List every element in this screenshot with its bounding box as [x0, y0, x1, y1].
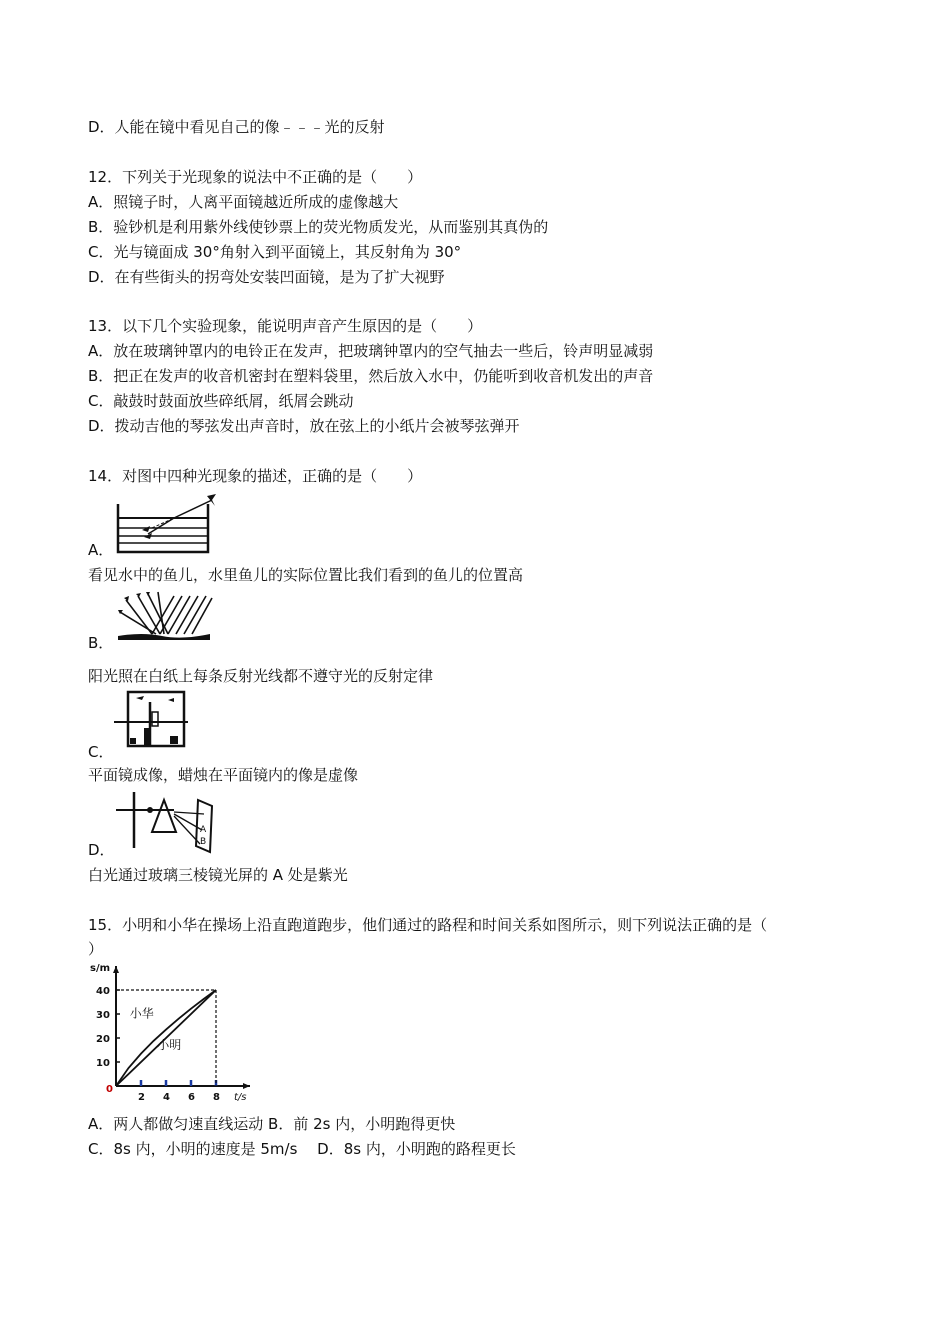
q13-stem: 13．以下几个实验现象，能说明声音产生原因的是（ ） [88, 317, 483, 335]
chart-x-axis-arrow [243, 1083, 250, 1089]
chart-y-tick-label: 20 [96, 1034, 110, 1045]
chart-x-tick-label: 4 [163, 1092, 170, 1103]
chart-y-axis-label: s/m [90, 963, 111, 974]
q14-figure-a-fish-in-water [112, 490, 222, 556]
q14-option-c-text: 平面镜成像，蜡烛在平面镜内的像是虚像 [88, 766, 359, 784]
q12-option-a: A．照镜子时，人离平面镜越近所成的虚像越大 [88, 193, 399, 211]
q14-option-d-text: 白光通过玻璃三棱镜光屏的 A 处是紫光 [88, 866, 348, 884]
q14-figure-c-plane-mirror [112, 688, 190, 754]
q13-option-b: B．把正在发声的收音机密封在塑料袋里，然后放入水中，仍能听到收音机发出的声音 [88, 367, 654, 385]
chart-y-tick-label: 10 [96, 1058, 110, 1069]
chart-series-label-2: 小明 [157, 1037, 182, 1052]
chart-x-tick-label: 2 [138, 1092, 145, 1103]
q11-option-d: D．人能在镜中看见自己的像﹣﹣﹣光的反射 [88, 118, 385, 136]
q12-option-b: B．验钞机是利用紫外线使钞票上的荧光物质发光，从而鉴别其真伪的 [88, 218, 549, 236]
q15-stem-line1: 15．小明和小华在操场上沿直跑道跑步，他们通过的路程和时间关系如图所示，则下列说法正确的是（ [88, 916, 768, 934]
q14-figure-d-prism-dispersion [112, 788, 222, 858]
q15-stem-line2: ） [88, 940, 104, 958]
q12-option-c: C．光与镜面成 30°角射入到平面镜上，其反射角为 30° [88, 243, 462, 261]
chart-y-tick-label: 30 [96, 1010, 110, 1021]
q14-option-d-label: D． [88, 841, 115, 859]
chart-x-tick-label: 8 [213, 1092, 220, 1103]
q14-figure-d-label-a: A [200, 825, 207, 835]
q14-stem: 14．对图中四种光现象的描述，正确的是（ ） [88, 467, 423, 485]
q14-figure-d-label-b: B [200, 837, 207, 847]
q14-option-a-label: A． [88, 541, 114, 559]
q15-options-c-d: C．8s 内，小明的速度是 5m/s D．8s 内，小明跑的路程更长 [88, 1140, 516, 1158]
chart-x-tick-label: 6 [188, 1092, 195, 1103]
q13-option-d: D．拨动吉他的琴弦发出声音时，放在弦上的小纸片会被琴弦弹开 [88, 417, 520, 435]
q12-stem: 12．下列关于光现象的说法中不正确的是（ ） [88, 168, 423, 186]
q14-option-b-text: 阳光照在白纸上每条反射光线都不遵守光的反射定律 [88, 667, 434, 685]
q12-option-d: D．在有些街头的拐弯处安装凹面镜，是为了扩大视野 [88, 268, 445, 286]
chart-series-label-1: 小华 [129, 1006, 154, 1021]
q14-option-b-label: B． [88, 634, 114, 652]
chart-origin-label: 0 [106, 1084, 113, 1095]
q14-option-a-text: 看见水中的鱼儿，水里鱼儿的实际位置比我们看到的鱼儿的位置高 [88, 566, 524, 584]
q15-options-a-b: A．两人都做匀速直线运动 B．前 2s 内，小明跑得更快 [88, 1115, 456, 1133]
q15-distance-time-chart [86, 958, 266, 1108]
q13-option-a: A．放在玻璃钟罩内的电铃正在发声，把玻璃钟罩内的空气抽去一些后，铃声明显减弱 [88, 342, 654, 360]
q13-option-c: C．敲鼓时鼓面放些碎纸屑，纸屑会跳动 [88, 392, 354, 410]
chart-y-axis-arrow [113, 966, 119, 973]
q14-option-c-label: C． [88, 743, 114, 761]
chart-y-tick-label: 40 [96, 986, 110, 997]
q14-figure-b-diffuse-reflection [112, 588, 217, 646]
chart-x-axis-label: t/s [234, 1092, 247, 1103]
